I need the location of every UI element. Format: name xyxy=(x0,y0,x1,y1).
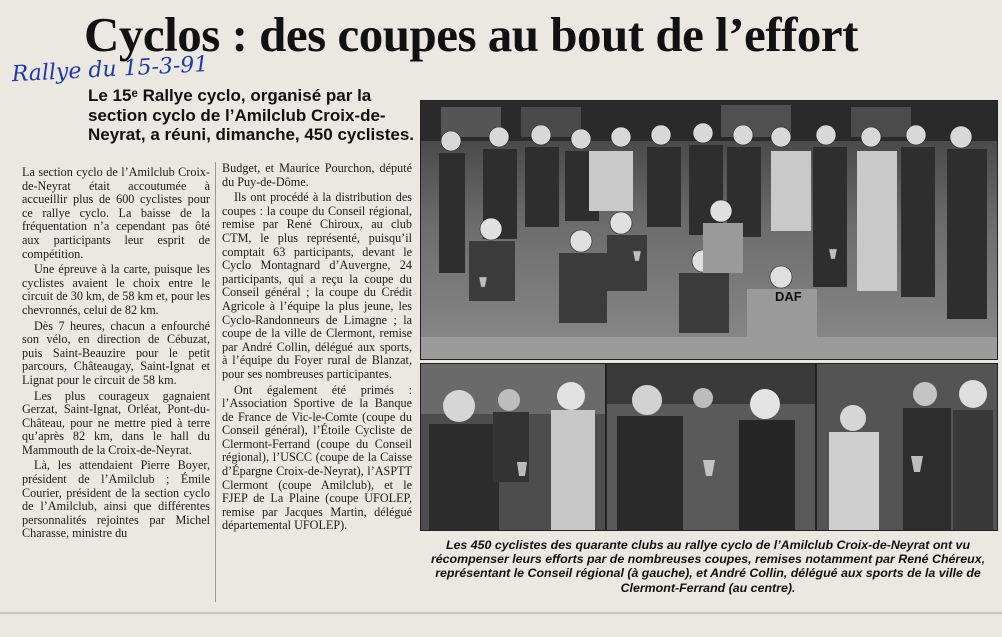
paragraph: Les plus courageux gagnaient Gerzat, Saint-Ignat, Orléat, Pont-du-Château, pour ne mettre pied à terre qu’après 82 km, dans le hall du Mammouth de la Croix-de-Neyrat. xyxy=(22,388,210,457)
group-photo-illustration xyxy=(421,101,997,359)
article-column-1 xyxy=(22,166,210,606)
paragraph: Ils ont procédé à la distribution des coupes : la coupe du Conseil régional, remise par René Chiroux, au club CTM, le plus représenté, puisqu’il comptait 63 participants, devant le Cyclo Montagnard d’Auvergne, 24 participants, qui a reçu la coupe du Conseil général ; la coupe du Crédit Agricole à l’équipe la plus jeune, les Cyclo-Randonneurs de Limagne ; la coupe de la ville de Clermont, remise par André Collin, délégué aux sports, à l’équipe du Foyer rural de Blanzat, pour ses nombreuses participantes. xyxy=(222,190,412,381)
award-photo-center-illustration xyxy=(607,364,815,530)
column-divider xyxy=(215,162,216,602)
jersey-label: DAF xyxy=(775,289,802,304)
award-photo-left xyxy=(420,363,606,531)
photo-caption: Les 450 cyclistes des quarante clubs au rallye cyclo de l’Amilclub Croix-de-Neyrat ont vu récompenser leurs efforts par de nombreuses coupes, remises notamment par René Chéreux, représentant le Conseil régional (à gauche), et André Collin, délégué aux sports de la ville de Clermont-Ferrand (au centre). xyxy=(430,538,986,595)
award-photo-right xyxy=(816,363,998,531)
award-photo-center xyxy=(606,363,816,531)
group-photo xyxy=(420,100,998,360)
paragraph: La section cyclo de l’Amilclub Croix-de-Neyrat était accoutumée à accueillir plus de 600 cyclistes pour ce rallye cyclo. La baisse de la fréquentation n’a cependant pas ôté aux participants leur esprit de compétition. xyxy=(22,165,210,261)
paragraph: Une épreuve à la carte, puisque les cyclistes avaient le choix entre le circuit de 30 km, de 58 km et, pour les chevronnés, celui de 82 km. xyxy=(22,262,210,317)
award-photo-right-illustration xyxy=(817,364,997,530)
paragraph: Là, les attendaient Pierre Boyer, président de l’Amilclub ; Émile Courier, président de la section cyclo de l’Amilclub, ainsi que différentes personnalités rejointes par Michel Charasse, ministre du xyxy=(22,458,210,541)
clipping-bottom-edge xyxy=(0,612,1002,614)
article-headline: Cyclos : des coupes au bout de l’effort xyxy=(84,7,858,62)
paragraph: Dès 7 heures, chacun a enfourché son vélo, en direction de Cébuzat, puis Saint-Beauzire pour le petit parcours, Châteaugay, Saint-Ignat et Lignat pour le circuit de 58 km. xyxy=(22,318,210,387)
paragraph: Budget, et Maurice Pourchon, député du Puy-de-Dôme. xyxy=(222,161,412,189)
article-column-2 xyxy=(222,162,412,602)
handwritten-date-note: Rallye du 15-3-91 xyxy=(11,52,209,88)
paragraph: Ont également été primés : l’Association Sportive de la Banque de France de Vic-le-Comte (coupe du Conseil général), l’Étoile Cycliste de Clermont-Ferrand (coupe du Conseil régional), l’USCC (coupe de la Caisse d’Épargne Croix-de-Neyrat), l’ASPTT Clermont (coupe Amilclub), et le FJEP de La Plaine (coupe UFOLEP, remise par Jacques Martin, délégué départemental UFOLEP). xyxy=(222,382,412,533)
award-photo-left-illustration xyxy=(421,364,605,530)
article-lead: Le 15ᵉ Rallye cyclo, organisé par la section cyclo de l’Amilclub Croix-de-Neyrat, a réuni, dimanche, 450 cyclistes. xyxy=(88,86,414,144)
